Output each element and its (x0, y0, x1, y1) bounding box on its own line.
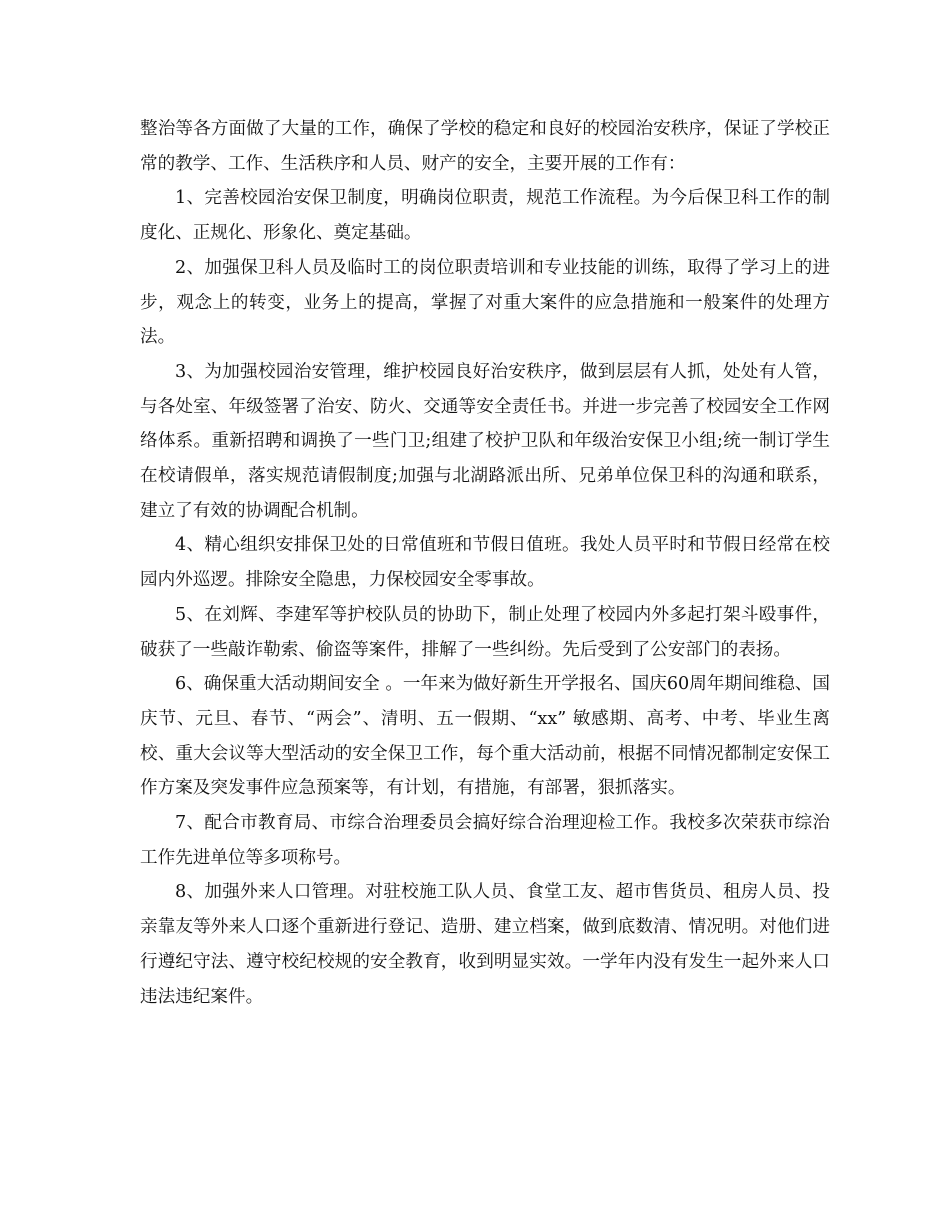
paragraph-item-8: 8、加强外来人口管理。对驻校施工队人员、食堂工友、超市售货员、租房人员、投亲靠友等外来人口逐个重新进行登记、造册、建立档案，做到底数清、情况明。对他们进行遵纪守法、遵守校纪校规的安全教育，收到明显实效。一学年内没有发生一起外来人口违法违纪案件。 (140, 882, 830, 1007)
paragraph-item-3: 3、为加强校园治安管理，维护校园良好治安秩序，做到层层有人抓，处处有人管，与各处室、年级签署了治安、防火、交通等安全责任书。并进一步完善了校园安全工作网络体系。重新招聘和调换了一些门卫;组建了校护卫队和年级治安保卫小组;统一制订学生在校请假单，落实规范请假制度;加强与北湖路派出所、兄弟单位保卫科的沟通和联系，建立了有效的协调配合机制。 (140, 361, 830, 521)
paragraph-item-5: 5、在刘辉、李建军等护校队员的协助下，制止处理了校园内外多起打架斗殴事件，破获了一些敲诈勒索、偷盗等案件，排解了一些纠纷。先后受到了公安部门的表扬。 (140, 604, 830, 660)
paragraph-item-6: 6、确保重大活动期间安全 。一年来为做好新生开学报名、国庆60周年期间维稳、国庆节、元旦、春节、“两会”、清明、五一假期、“xx” 敏感期、高考、中考、毕业生离校、重大会议等大型活动的安全保卫工作，每个重大活动前，根据不同情况都制定安保工作方案及突发事件应急预案等，有计划，有措施，有部署，狠抓落实。 (140, 674, 830, 799)
paragraph-intro: 整治等各方面做了大量的工作，确保了学校的稳定和良好的校园治安秩序，保证了学校正常的教学、工作、生活秩序和人员、财产的安全，主要开展的工作有： (140, 119, 830, 174)
document-page (140, 112, 830, 1014)
paragraph-item-7: 7、配合市教育局、市综合治理委员会搞好综合治理迎检工作。我校多次荣获市综治工作先进单位等多项称号。 (140, 813, 830, 868)
paragraph-item-4: 4、精心组织安排保卫处的日常值班和节假日值班。我处人员平时和节假日经常在校园内外巡逻。排除安全隐患，力保校园安全零事故。 (140, 535, 830, 591)
paragraph-item-1: 1、完善校园治安保卫制度，明确岗位职责，规范工作流程。为今后保卫科工作的制度化、正规化、形象化、奠定基础。 (140, 188, 830, 244)
paragraph-item-2: 2、加强保卫科人员及临时工的岗位职责培训和专业技能的训练，取得了学习上的进步，观念上的转变，业务上的提高，掌握了对重大案件的应急措施和一般案件的处理方法。 (140, 257, 830, 348)
